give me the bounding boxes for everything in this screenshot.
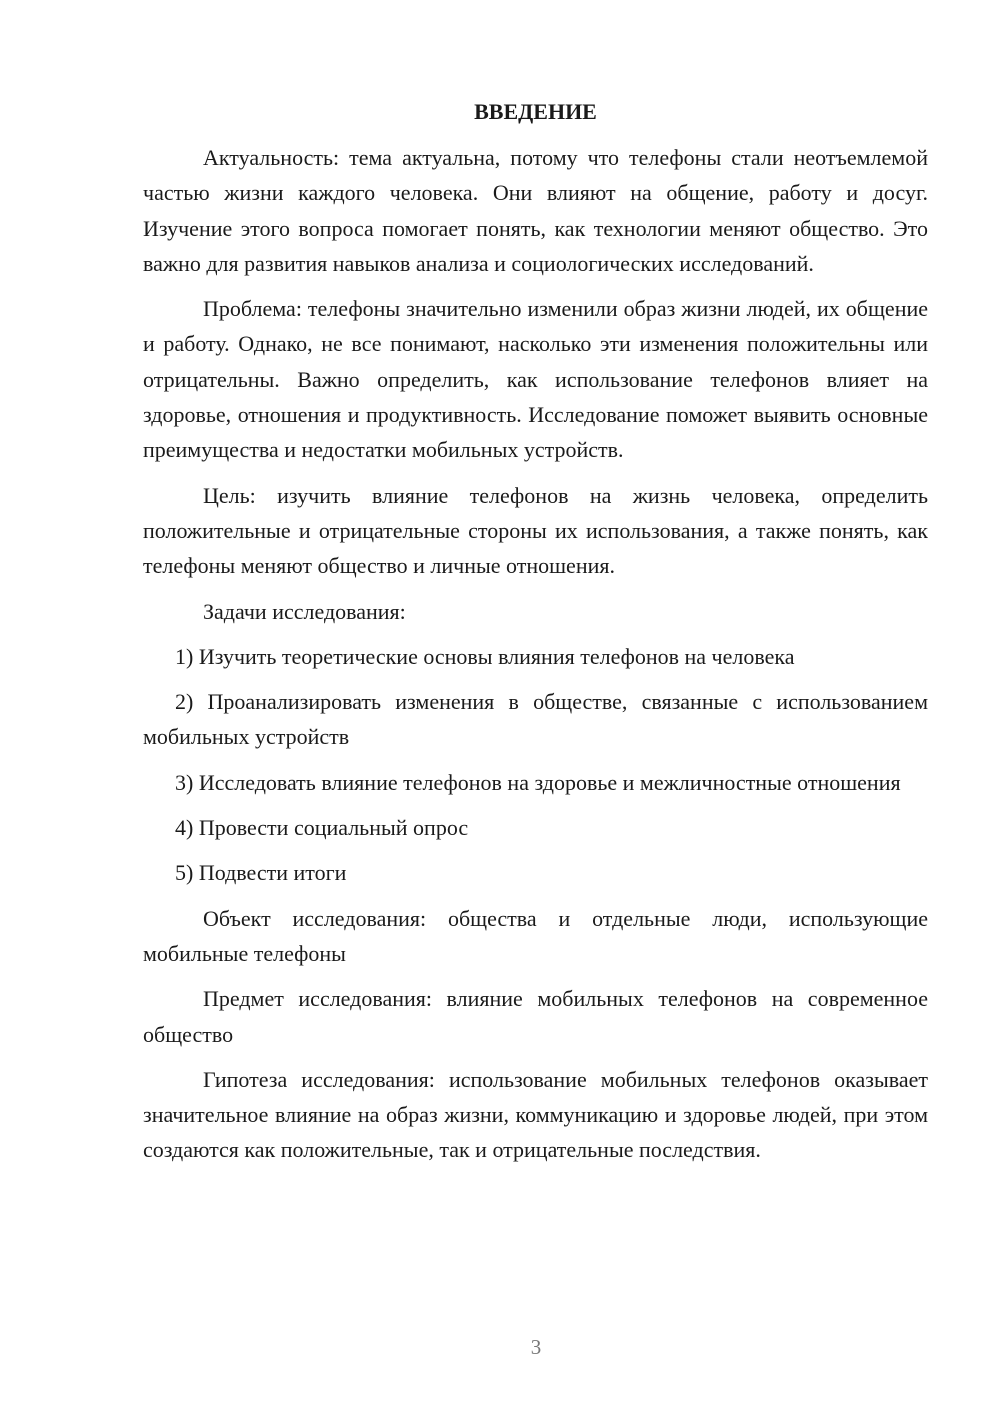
task-item-4: 4) Провести социальный опрос [175, 815, 469, 841]
section-heading: ВВЕДЕНИЕ [474, 99, 597, 124]
problem-paragraph: Проблема: телефоны значительно изменили образ жизни людей, их общение и работу. Однако, не все понимают, насколько эти изменения положительны или отрицательны. Важно определить, как использование телефонов влияет на здоровье, отношения и продуктивность. Исследование поможет выявить основные преимущества и недостатки мобильных устройств. [143, 296, 928, 463]
task-item-3: 3) Исследовать влияние телефонов на здоровье и межличностные отношения [175, 769, 901, 795]
relevance-paragraph: Актуальность: тема актуальна, потому что телефоны стали неотъемлемой частью жизни каждого человека. Они влияют на общение, работу и досуг. Изучение этого вопроса помогает понять, как технологии меняют общество. Это важно для развития навыков анализа и социологических исследований. [143, 145, 928, 276]
object-paragraph: Объект исследования: общества и отдельные люди, использующие мобильные телефоны [143, 905, 928, 966]
tasks-intro: Задачи исследования: [203, 598, 406, 624]
task-item-1: 1) Изучить теоретические основы влияния телефонов на человека [175, 643, 795, 669]
task-item-2: 2) Проанализировать изменения в обществе, связанные с использованием мобильных устройств [143, 689, 928, 750]
document-body [143, 94, 928, 1178]
hypothesis-paragraph: Гипотеза исследования: использование мобильных телефонов оказывает значительное влияние на образ жизни, коммуникацию и здоровье людей, при этом создаются как положительные, так и отрицательные последствия. [143, 1066, 928, 1163]
goal-paragraph: Цель: изучить влияние телефонов на жизнь человека, определить положительные и отрицательные стороны их использования, а также понять, как телефоны меняют общество и личные отношения. [143, 482, 928, 579]
subject-paragraph: Предмет исследования: влияние мобильных телефонов на современное общество [143, 986, 928, 1047]
page-number: 3 [530, 1335, 542, 1359]
task-item-5: 5) Подвести итоги [175, 860, 347, 886]
